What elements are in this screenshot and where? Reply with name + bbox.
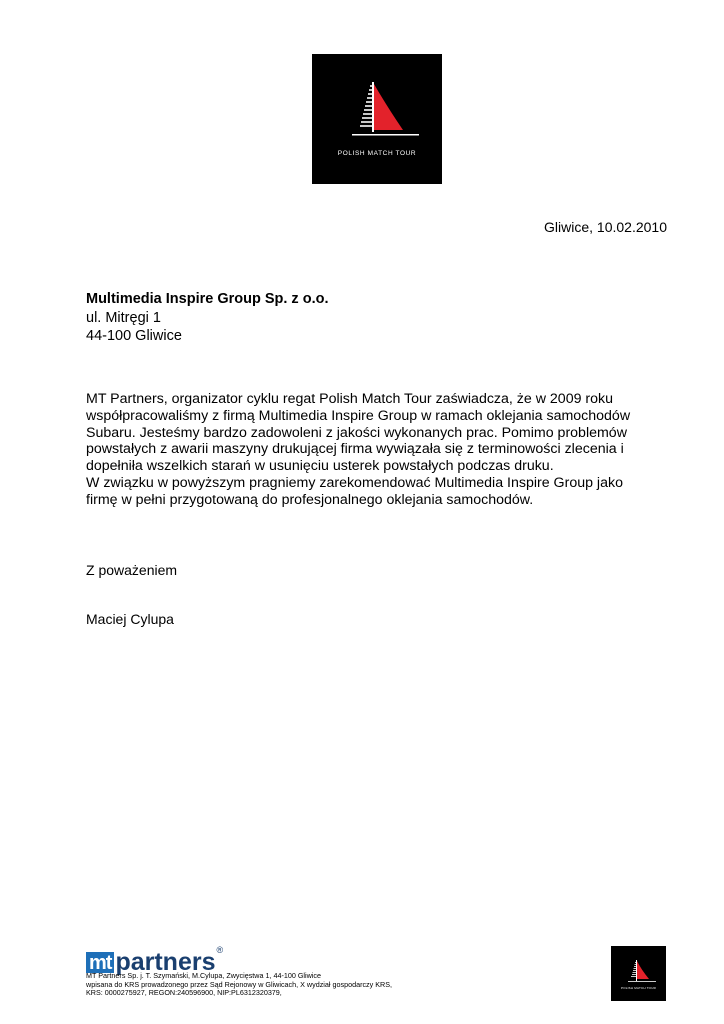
closing-phrase: Z poważeniem: [86, 562, 178, 578]
body-line: współpracowaliśmy z firmą Multimedia Inspire Group w ramach oklejania samochodów: [86, 407, 631, 424]
body-line: powstałych z awarii maszyny drukującej firma wywiązała się z terminowości zlecenia i: [86, 441, 624, 458]
brand-mt: mt: [86, 952, 114, 973]
body-line: Subaru. Jesteśmy bardzo zadowoleni z jakości wykonanych prac. Pomimo problemów: [86, 424, 627, 441]
body-line: MT Partners, organizator cyklu regat Polish Match Tour zaświadcza, że w 2009 roku: [86, 391, 614, 407]
footer-info-line: KRS: 0000275927, REGON:240596900, NIP:PL6312320379,: [86, 988, 282, 998]
logo-caption: POLISH MATCH TOUR: [337, 150, 417, 157]
polish-match-tour-logo: [312, 54, 442, 184]
sailboat-icon: [611, 946, 666, 1001]
recipient-city: 44-100 Gliwice: [86, 328, 182, 344]
sailboat-icon: [312, 54, 442, 184]
body-line: W związku w powyższym pragniemy zarekomendować Multimedia Inspire Group jako: [86, 474, 623, 491]
brand-partners: partners: [115, 948, 216, 976]
footer-polish-match-tour-logo: [611, 946, 666, 1001]
recipient-address: [86, 290, 329, 346]
letter-date: Gliwice, 10.02.2010: [544, 219, 667, 235]
body-line: firmę w pełni przygotowaną do profesjonalnego oklejania samochodów.: [86, 491, 534, 508]
mt-partners-logo: [86, 945, 224, 976]
letter-body: [86, 391, 676, 509]
footer-info-line: MT Partners Sp. j. T. Szymański, M.Cylupa, Zwycięstwa 1, 44-100 Gliwice: [86, 971, 321, 980]
signature-name: Maciej Cylupa: [86, 611, 174, 627]
footer-company-info: [86, 972, 392, 998]
footer-info-line: wpisana do KRS prowadzonego przez Sąd Rejonowy w Gliwicach, X wydział gospodarczy KRS,: [86, 979, 393, 989]
footer-logo-caption: POLISH MATCH TOUR: [621, 986, 656, 990]
recipient-street: ul. Mitręgi 1: [86, 309, 161, 326]
recipient-company: Multimedia Inspire Group Sp. z o.o.: [86, 291, 329, 307]
body-line: dopełniła wszelkich starań w usunięciu usterek powstałych podczas druku.: [86, 458, 554, 475]
registered-mark: ®: [216, 945, 224, 955]
